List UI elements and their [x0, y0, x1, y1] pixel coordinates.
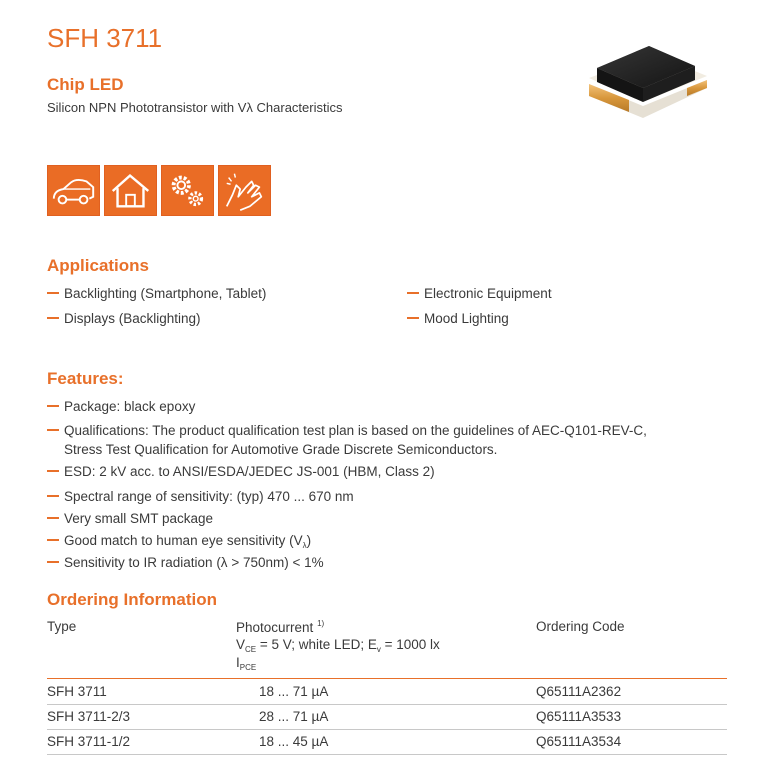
list-item: [47, 462, 435, 481]
bullet-dash: [47, 317, 59, 319]
page-title: SFH 3711: [47, 23, 163, 53]
car-icon: [47, 165, 100, 216]
column-header-type: Type: [47, 619, 77, 634]
bullet-dash: [407, 292, 419, 294]
cond-text: = 5 V; white LED; E: [256, 637, 377, 652]
gears-icon: [161, 165, 214, 216]
application-item: Backlighting (Smartphone, Tablet): [64, 286, 267, 301]
table-row-divider: [47, 754, 727, 755]
bullet-dash: [47, 405, 59, 407]
table-cell-code: Q65111A3533: [536, 709, 622, 724]
bullet-dash: [47, 292, 59, 294]
list-item: [47, 309, 201, 328]
bullet-dash: [47, 495, 59, 497]
application-item: Mood Lighting: [424, 311, 509, 326]
symbol-text: I: [236, 655, 240, 670]
table-cell-type: SFH 3711: [47, 684, 107, 699]
list-item: [47, 509, 213, 528]
list-item: [47, 487, 354, 506]
feature-item: Very small SMT package: [64, 511, 214, 526]
list-item: [47, 397, 195, 416]
product-subtitle: Chip LED: [47, 75, 124, 94]
table-row-divider: [47, 729, 727, 730]
feature-text: Good match to human eye sensitivity (V: [64, 533, 303, 548]
bullet-dash: [47, 429, 59, 431]
feature-item: Qualifications: The product qualification test plan is based on the guidelines of AEC-Q101-REV-C,: [64, 423, 647, 438]
feature-item: [64, 533, 311, 548]
subscript: PCE: [239, 663, 257, 672]
table-cell-type: SFH 3711-1/2: [47, 734, 131, 749]
list-item: [47, 531, 311, 555]
bullet-dash: [407, 317, 419, 319]
column-header-ordering-code: Ordering Code: [536, 619, 625, 634]
table-cell-current: 18 ... 45 µA: [259, 734, 329, 749]
list-item: [407, 284, 552, 303]
photocurrent-conditions: [236, 637, 440, 654]
list-item: [407, 309, 509, 328]
photocurrent-symbol: [236, 655, 256, 672]
list-item: [47, 421, 647, 440]
house-icon: [104, 165, 157, 216]
table-cell-code: Q65111A3534: [536, 734, 622, 749]
cond-text: = 1000 lx: [380, 637, 440, 652]
table-header-rule: [47, 678, 727, 679]
application-icons: [47, 165, 271, 216]
subscript: CE: [245, 645, 257, 654]
application-item: Displays (Backlighting): [64, 311, 201, 326]
chip-led-image: [583, 26, 713, 130]
hands-icon: [218, 165, 271, 216]
list-item: [47, 553, 324, 572]
bullet-dash: [47, 470, 59, 472]
features-heading: Features:: [47, 369, 124, 388]
cond-text: V: [236, 637, 246, 652]
product-description: Silicon NPN Phototransistor with Vλ Characteristics: [47, 100, 343, 115]
feature-item: Package: black epoxy: [64, 399, 196, 414]
feature-item: Sensitivity to IR radiation (λ > 750nm) < 1%: [64, 555, 324, 570]
applications-heading: Applications: [47, 256, 150, 275]
bullet-dash: [47, 539, 59, 541]
bullet-dash: [47, 561, 59, 563]
table-row-divider: [47, 704, 727, 705]
bullet-dash: [47, 517, 59, 519]
feature-text: ): [306, 533, 312, 548]
column-header-photocurrent: [236, 619, 324, 635]
subscript: λ: [302, 541, 307, 550]
footnote-marker: 1): [317, 619, 325, 628]
list-item-continuation: Stress Test Qualification for Automotive Grade Discrete Semiconductors.: [64, 442, 498, 457]
ordering-heading: Ordering Information: [47, 590, 217, 609]
table-cell-code: Q65111A2362: [536, 684, 622, 699]
table-cell-current: 28 ... 71 µA: [259, 709, 329, 724]
application-item: Electronic Equipment: [424, 286, 552, 301]
list-item: [47, 284, 266, 303]
feature-item: ESD: 2 kV acc. to ANSI/ESDA/JEDEC JS-001 (HBM, Class 2): [64, 464, 435, 479]
subscript: v: [376, 645, 381, 654]
feature-item: Spectral range of sensitivity: (typ) 470 ... 670 nm: [64, 489, 354, 504]
table-cell-current: 18 ... 71 µA: [259, 684, 329, 699]
photocurrent-label: Photocurrent: [236, 620, 314, 635]
table-cell-type: SFH 3711-2/3: [47, 709, 131, 724]
